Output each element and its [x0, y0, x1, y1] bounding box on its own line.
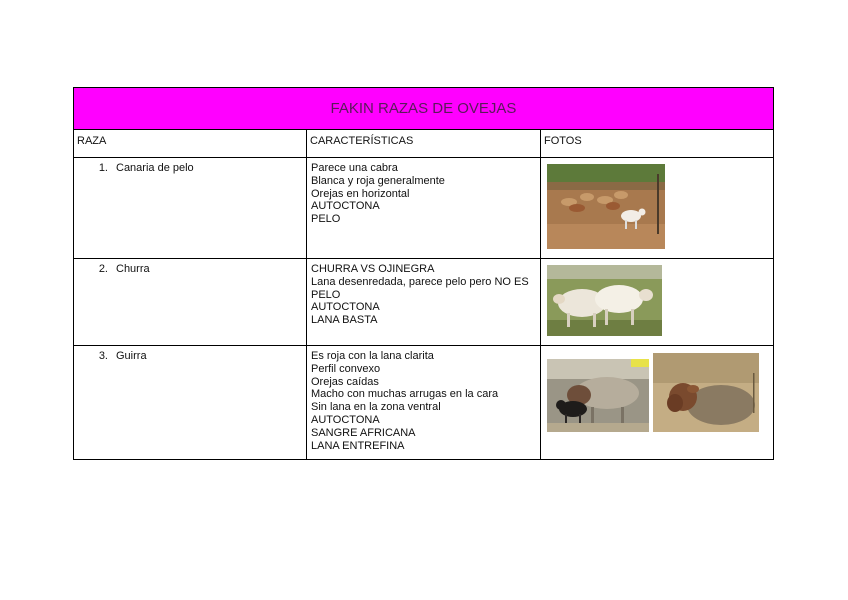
characteristic-line: AUTOCTONA [311, 413, 380, 426]
breed-cell [74, 259, 307, 346]
breed-cell [74, 346, 307, 460]
photos-cell [541, 346, 774, 460]
characteristic-line: Macho con muchas arrugas en la cara [311, 388, 499, 401]
breed-name: Canaria de pelo [116, 162, 194, 174]
characteristics-cell [307, 259, 541, 346]
photos-cell [541, 158, 774, 259]
characteristic-line: AUTOCTONA [311, 200, 380, 213]
characteristic-line: Orejas en horizontal [311, 187, 410, 200]
table-row [74, 158, 774, 259]
characteristic-line: Es roja con la lana clarita [311, 350, 434, 362]
row-number: 2. [98, 263, 108, 275]
header-raza: RAZA [74, 130, 307, 158]
characteristic-line: LANA BASTA [311, 314, 378, 327]
characteristic-line: Perfil convexo [311, 362, 381, 375]
characteristics-cell [307, 346, 541, 460]
characteristic-line: SANGRE AFRICANA [311, 426, 416, 439]
table-title: FAKIN RAZAS DE OVEJAS [74, 88, 774, 130]
breed-cell [74, 158, 307, 259]
characteristic-line: Parece una cabra [311, 162, 398, 174]
breed-name: Churra [116, 263, 150, 275]
table-row [74, 259, 774, 346]
table-row [74, 346, 774, 460]
characteristic-line: Orejas caídas [311, 375, 379, 388]
row-number: 1. [98, 162, 108, 174]
header-caracteristicas: CARACTERÍSTICAS [307, 130, 541, 158]
characteristic-line: Lana desenredada, parece pelo pero NO ES PELO [311, 275, 529, 301]
characteristic-line: CHURRA VS OJINEGRA [311, 263, 435, 275]
header-fotos: FOTOS [541, 130, 774, 158]
row-number: 3. [98, 350, 108, 362]
guirra-photo-1 [547, 359, 649, 432]
characteristic-line: AUTOCTONA [311, 301, 380, 314]
characteristic-line: Sin lana en la zona ventral [311, 401, 441, 414]
breeds-table [73, 87, 774, 460]
guirra-photo-2 [653, 353, 759, 432]
characteristic-line: Blanca y roja generalmente [311, 174, 445, 187]
characteristic-line: LANA ENTREFINA [311, 439, 405, 452]
churra-photo [547, 265, 662, 336]
canaria-photo [547, 164, 665, 249]
characteristics-cell [307, 158, 541, 259]
characteristic-line: PELO [311, 213, 341, 226]
photos-cell [541, 259, 774, 346]
breed-name: Guirra [116, 350, 147, 362]
